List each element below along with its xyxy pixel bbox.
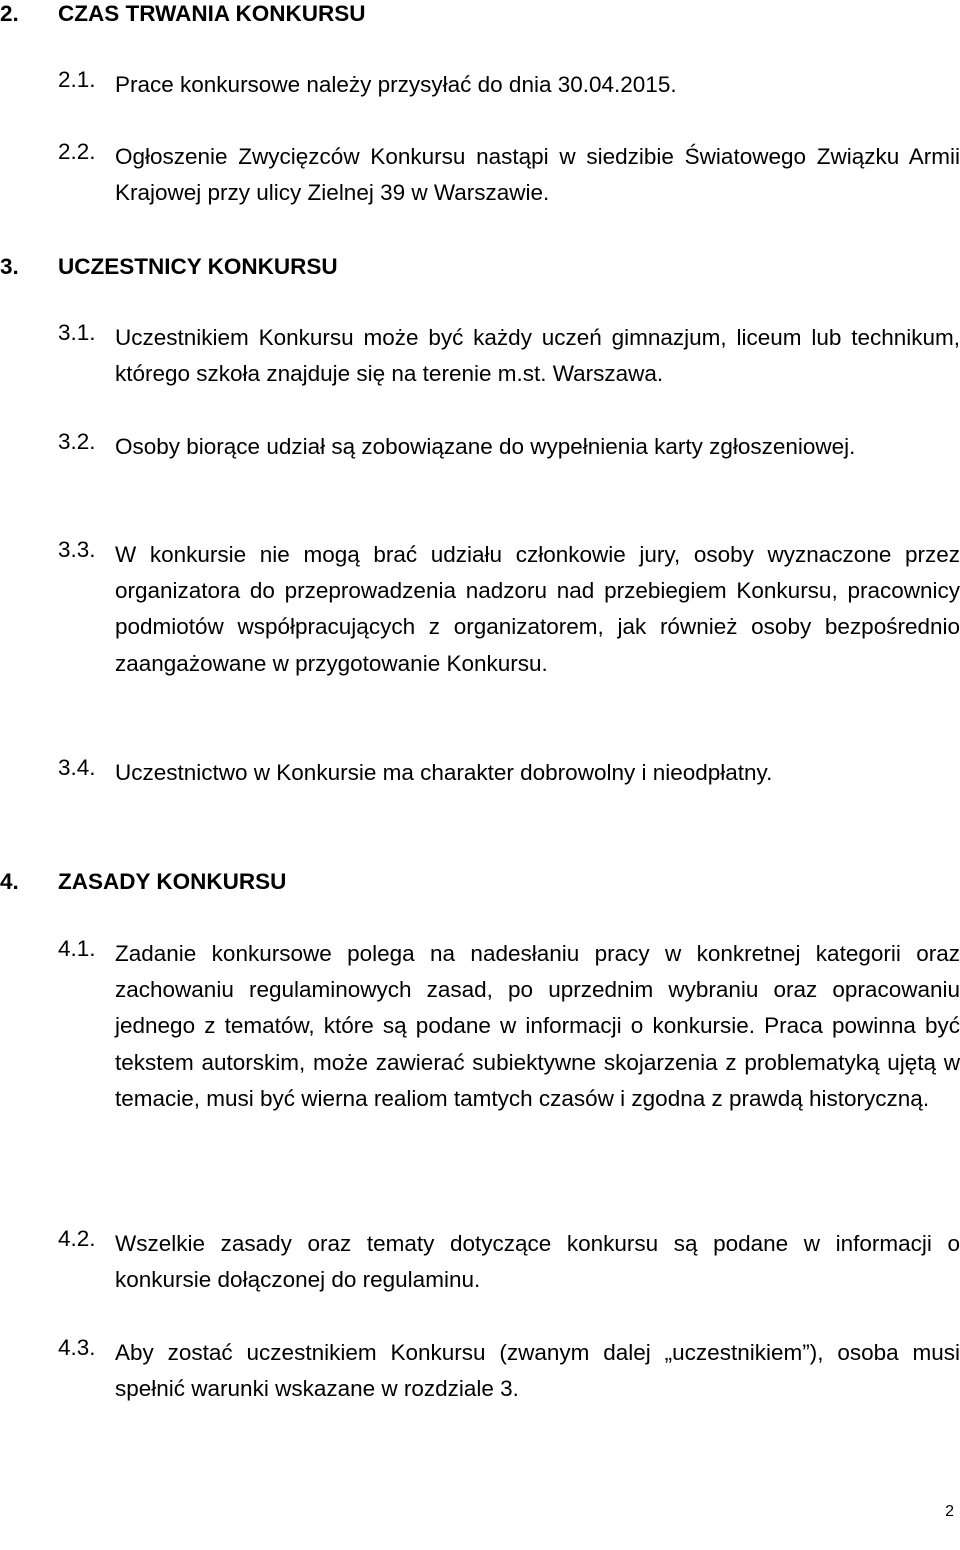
- section-title: UCZESTNICY KONKURSU: [58, 254, 338, 279]
- page-number: 2: [945, 1503, 954, 1520]
- clause-text: Prace konkursowe należy przysyłać do dnia 30.04.2015.: [115, 72, 677, 97]
- section-number: 4.: [0, 869, 19, 894]
- clause-number: 4.1.: [58, 936, 96, 961]
- clause-text: Aby zostać uczestnikiem Konkursu (zwanym dalej „uczestnikiem”), osoba musi spełnić warunki wskazane w rozdziale 3.: [115, 1340, 960, 1402]
- clause-number: 3.3.: [58, 537, 96, 562]
- clause-number: 3.2.: [58, 429, 96, 454]
- clause-text: Zadanie konkursowe polega na nadesłaniu pracy w konkretnej kategorii oraz zachowaniu regulaminowych zasad, po uprzednim wybraniu oraz opracowaniu jednego z tematów, które są podane w informacji o konkursie. Praca powinna być tekstem autorskim, może zawierać subiektywne skojarzenia z problematyką ujętą w temacie, musi być wierna realiom tamtych czasów i zgodna z prawdą historyczną.: [115, 941, 960, 1111]
- section-title: ZASADY KONKURSU: [58, 869, 287, 894]
- clause-text: Uczestnikiem Konkursu może być każdy uczeń gimnazjum, liceum lub technikum, którego szkoła znajduje się na terenie m.st. Warszawa.: [115, 325, 960, 387]
- section-title: CZAS TRWANIA KONKURSU: [58, 1, 366, 26]
- clause-number: 2.2.: [58, 139, 96, 164]
- clause-text: Ogłoszenie Zwycięzców Konkursu nastąpi w siedzibie Światowego Związku Armii Krajowej przy ulicy Zielnej 39 w Warszawie.: [115, 144, 960, 206]
- clause-text: W konkursie nie mogą brać udziału członkowie jury, osoby wyznaczone przez organizatora do przeprowadzenia nadzoru nad przebiegiem Konkursu, pracownicy podmiotów współpracujących z organizatorem, jak również osoby bezpośrednio zaangażowane w przygotowanie Konkursu.: [115, 542, 960, 676]
- clause-number: 4.3.: [58, 1335, 96, 1360]
- clause-number: 3.4.: [58, 755, 96, 780]
- section-number: 2.: [0, 1, 19, 26]
- clause-number: 2.1.: [58, 67, 96, 92]
- clause-text: Osoby biorące udział są zobowiązane do wypełnienia karty zgłoszeniowej.: [115, 434, 856, 459]
- clause-text: Uczestnictwo w Konkursie ma charakter dobrowolny i nieodpłatny.: [115, 760, 773, 785]
- clause-number: 4.2.: [58, 1226, 96, 1251]
- clause-text: Wszelkie zasady oraz tematy dotyczące konkursu są podane w informacji o konkursie dołączonej do regulaminu.: [115, 1231, 960, 1293]
- clause-number: 3.1.: [58, 320, 96, 345]
- section-number: 3.: [0, 254, 19, 279]
